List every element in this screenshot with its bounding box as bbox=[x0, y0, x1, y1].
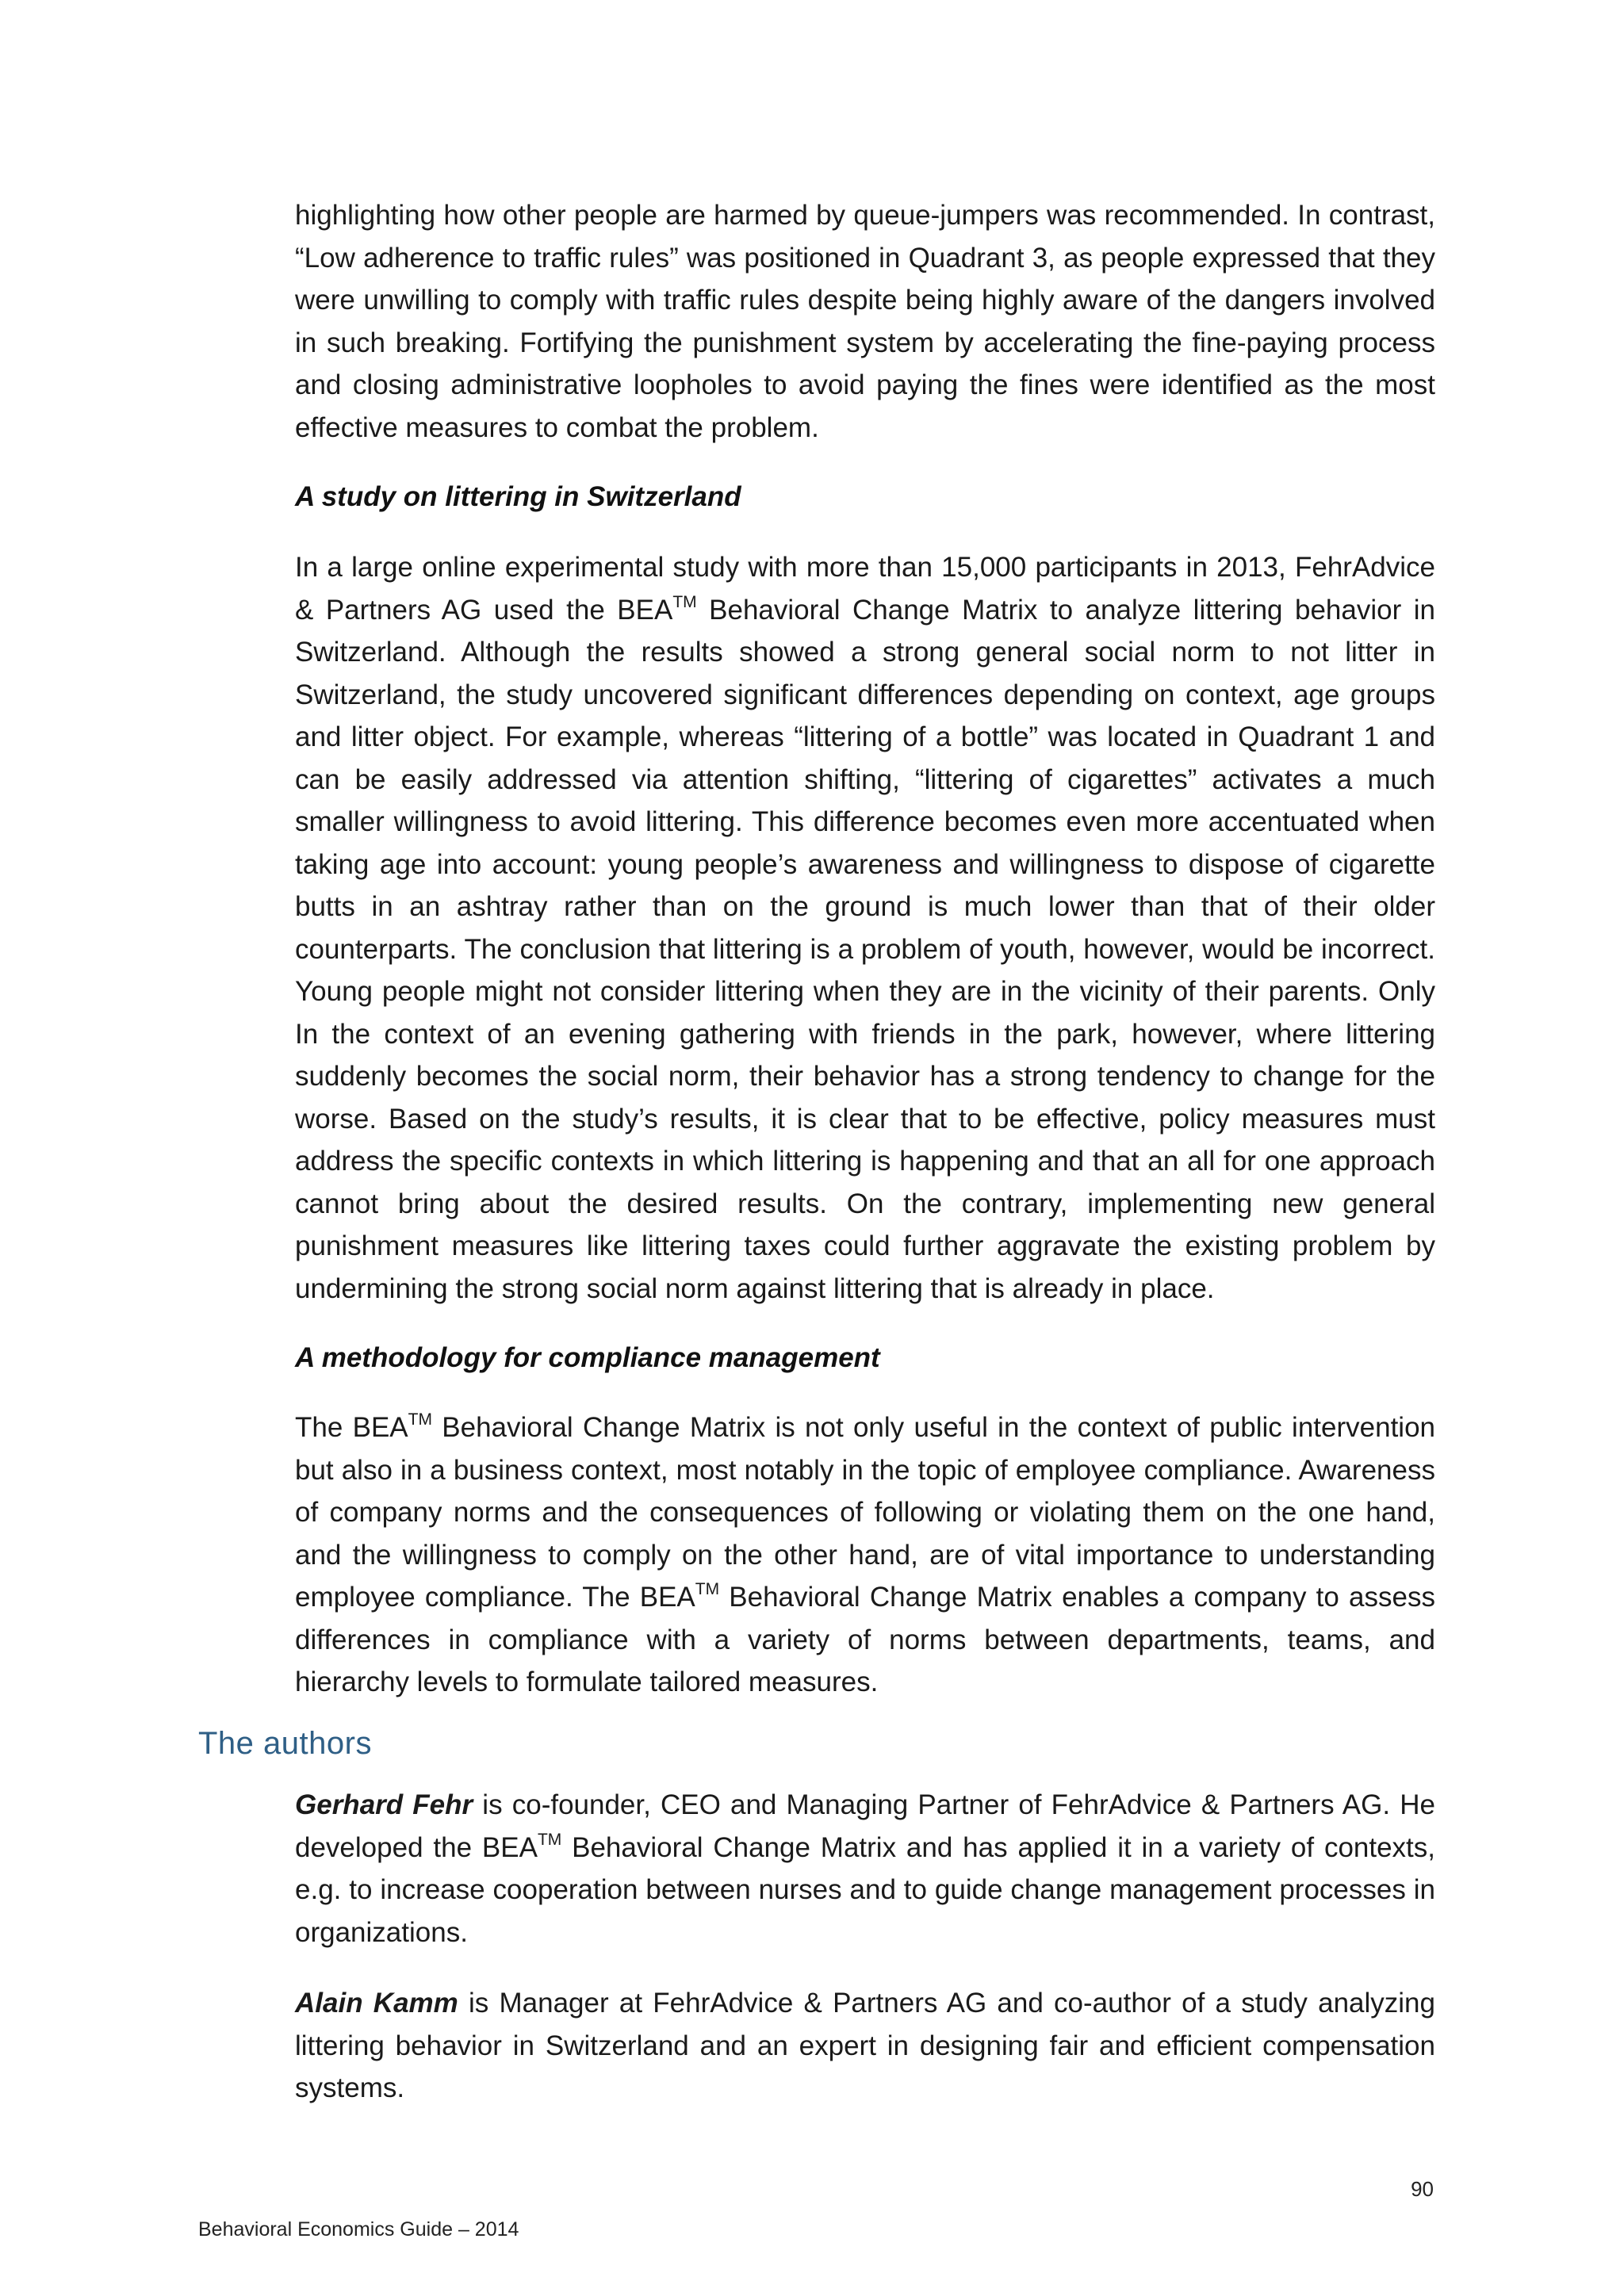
compliance-text-a: The BEA bbox=[295, 1412, 408, 1443]
compliance-text-c: Behavioral Change Matrix enables a company to assess differences in compliance with a variety of norms between departments, teams, and hierarchy levels to formulate tailored measures. bbox=[295, 1582, 1435, 1697]
authors-heading: The authors bbox=[198, 1726, 372, 1761]
author-name: Alain Kamm bbox=[295, 1988, 458, 2019]
trademark-mark: TM bbox=[537, 1830, 562, 1849]
trademark-mark: TM bbox=[672, 592, 697, 611]
author-kamm bbox=[295, 1982, 1435, 2110]
author-kamm-paragraph bbox=[295, 1982, 1435, 2110]
littering-body bbox=[295, 546, 1435, 1310]
author-name: Gerhard Fehr bbox=[295, 1789, 473, 1820]
compliance-paragraph bbox=[295, 1406, 1435, 1704]
littering-text-a: In a large online experimental study with more than 15,000 participants in 2013, FehrAdvice & Partners AG used the BEA bbox=[295, 552, 1435, 626]
footer-guide-title: Behavioral Economics Guide – 2014 bbox=[198, 2218, 519, 2241]
author-fehr-text-a: is co-founder, CEO and Managing Partner of FehrAdvice & Partners AG. He developed the BEA bbox=[295, 1789, 1435, 1863]
compliance-section bbox=[295, 1337, 1435, 1379]
trademark-mark: TM bbox=[695, 1580, 720, 1599]
compliance-heading: A methodology for compliance management bbox=[295, 1342, 880, 1373]
compliance-body bbox=[295, 1406, 1435, 1704]
littering-heading: A study on littering in Switzerland bbox=[295, 481, 741, 512]
author-fehr-text-b: Behavioral Change Matrix and has applied it in a variety of contexts, e.g. to increase cooperation between nurses and to guide change management processes in organizations. bbox=[295, 1831, 1436, 1948]
compliance-text-b: Behavioral Change Matrix is not only useful in the context of public intervention but also in a business context, most notably in the topic of employee compliance. Awareness of company norms and the consequences of following or violating them on the one hand, and the willingness to comply on the other hand, are of vital importance to understanding employee compliance. The BEA bbox=[295, 1412, 1435, 1613]
page-number: 90 bbox=[1411, 2177, 1434, 2201]
trademark-mark: TM bbox=[408, 1410, 432, 1429]
littering-section bbox=[295, 476, 1435, 518]
littering-paragraph bbox=[295, 546, 1435, 1310]
intro-section bbox=[295, 194, 1435, 449]
littering-text-b: Behavioral Change Matrix to analyze littering behavior in Switzerland. Although the results showed a strong general social norm to not litter in Switzerland, the study uncovered significant differences depending on context, age groups and litter object. For example, whereas “littering of a bottle” was located in Quadrant 1 and can be easily addressed via attention shifting, “littering of cigarettes” activates a much smaller willingness to avoid littering. This difference becomes even more accentuated when taking age into account: young people’s awareness and willingness to dispose of cigarette butts in an ashtray rather than on the ground is much lower than that of their older counterparts. The conclusion that littering is a problem of youth, however, would be incorrect. Young people might not consider littering when they are in the vicinity of their parents. Only In the context of an evening gathering with friends in the park, however, where littering suddenly becomes the social norm, their behavior has a strong tendency to change for the worse. Based on the study’s results, it is clear that to be effective, policy measures must address the specific contexts in which littering is happening and that an all for one approach cannot bring about the desired results. On the contrary, implementing new general punishment measures like littering taxes could further aggravate the existing problem by undermining the strong social norm against littering that is already in place. bbox=[295, 594, 1435, 1304]
author-fehr bbox=[295, 1784, 1435, 1954]
author-fehr-paragraph bbox=[295, 1784, 1435, 1954]
author-kamm-text: is Manager at FehrAdvice & Partners AG and co-author of a study analyzing littering behavior in Switzerland and an expert in designing fair and efficient compensation systems. bbox=[295, 1988, 1435, 2103]
intro-paragraph: highlighting how other people are harmed by queue-jumpers was recommended. In contrast, “Low adherence to traffic rules” was positioned in Quadrant 3, as people expressed that they were unwilling to comply with traffic rules despite being highly aware of the dangers involved in such breaking. Fortifying the punishment system by accelerating the fine-paying process and closing administrative loopholes to avoid paying the fines were identified as the most effective measures to combat the problem. bbox=[295, 200, 1435, 443]
